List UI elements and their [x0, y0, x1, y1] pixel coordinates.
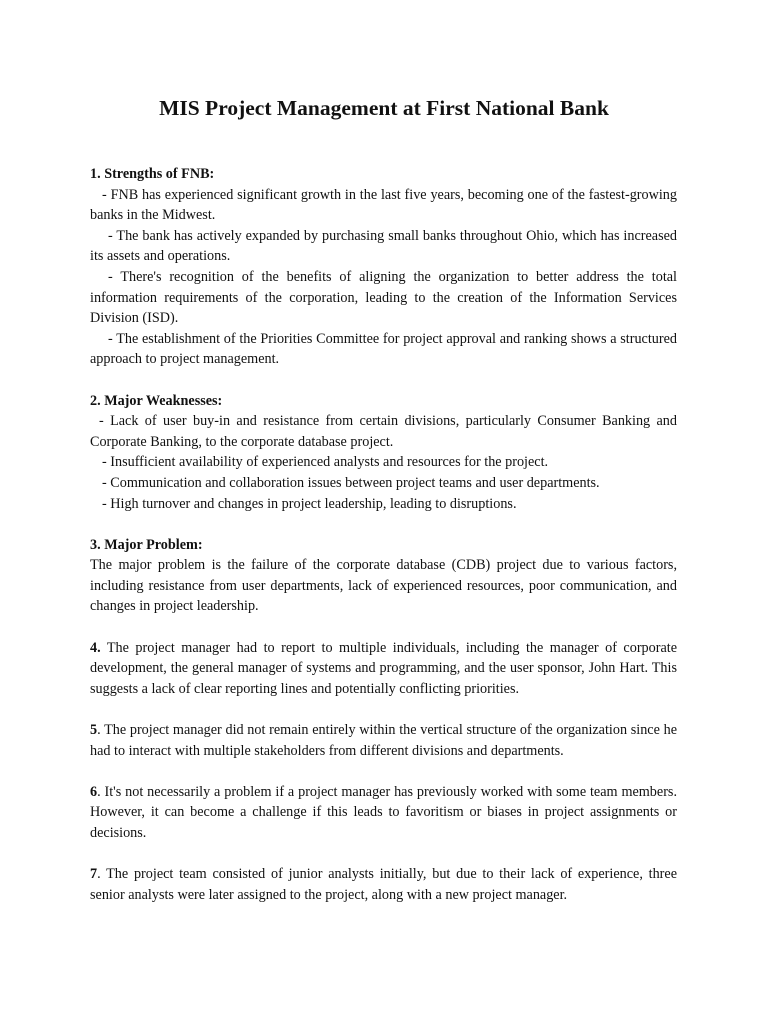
item-number: 7 [90, 866, 98, 883]
weaknesses-section [90, 391, 677, 515]
problem-heading: 3. Major Problem: [90, 536, 203, 553]
item-4-paragraph [90, 638, 677, 700]
item-text: . The project team consisted of junior analysts initially, but due to their lack of experience, three senior analysts were later assigned to the project, along with a new project manager. [90, 866, 677, 903]
strength-point: - There's recognition of the benefits of aligning the organization to better address the total information requirements of the corporation, leading to the creation of the Information Services Division (ISD). [90, 268, 677, 327]
item-text: The project manager had to report to multiple individuals, including the manager of corporate development, the general manager of systems and programming, and the user sponsor, John Hart. This suggests a lack of clear reporting lines and potentially conflicting priorities. [90, 639, 677, 697]
weakness-point: - Communication and collaboration issues between project teams and user departments. [102, 474, 600, 491]
item-7-paragraph [90, 864, 677, 905]
item-4-section [90, 638, 677, 700]
document-body [90, 164, 677, 926]
weakness-point: - High turnover and changes in project leadership, leading to disruptions. [102, 495, 517, 512]
item-5-paragraph [90, 720, 677, 761]
item-number: 4. [90, 639, 101, 656]
document-title: MIS Project Management at First National Bank [159, 96, 609, 120]
item-text: . It's not necessarily a problem if a project manager has previously worked with some team members. However, it can become a challenge if this leads to favoritism or biases in project assignments or decisions. [90, 783, 677, 841]
item-number: 6 [90, 783, 98, 800]
weaknesses-heading: 2. Major Weaknesses: [90, 392, 223, 409]
strength-point: - The bank has actively expanded by purchasing small banks throughout Ohio, which has increased its assets and operations. [90, 227, 677, 265]
weakness-point: - Lack of user buy-in and resistance from certain divisions, particularly Consumer Banking and Corporate Banking, to the corporate database project. [90, 413, 677, 450]
strengths-section [90, 164, 677, 370]
problem-section [90, 535, 677, 617]
problem-text: The major problem is the failure of the corporate database (CDB) project due to various factors, including resistance from user departments, lack of experienced resources, poor communication, and changes in project leadership. [90, 557, 677, 615]
weakness-point: - Insufficient availability of experienced analysts and resources for the project. [102, 454, 549, 471]
item-text: . The project manager did not remain entirely within the vertical structure of the organization since he had to interact with multiple stakeholders from different divisions and departments. [90, 722, 677, 759]
item-7-section [90, 864, 677, 905]
strengths-heading: 1. Strengths of FNB: [90, 166, 215, 182]
item-5-section [90, 720, 677, 761]
item-6-section [90, 782, 677, 844]
item-6-paragraph [90, 782, 677, 844]
strength-point: - FNB has experienced significant growth in the last five years, becoming one of the fastest-growing banks in the Midwest. [90, 186, 677, 224]
item-number: 5 [90, 722, 98, 739]
strength-point: - The establishment of the Priorities Committee for project approval and ranking shows a structured approach to project management. [90, 330, 677, 368]
